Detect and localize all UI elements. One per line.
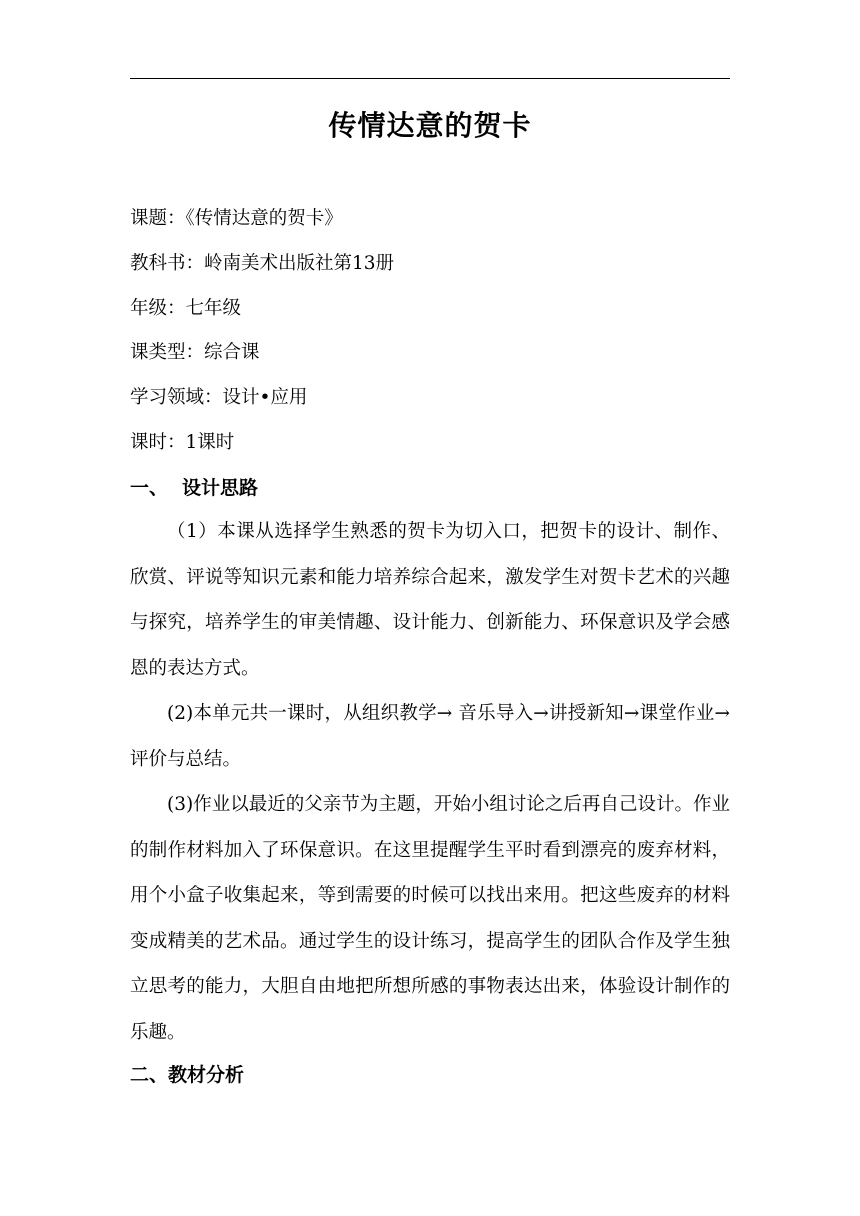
meta-field: 学习领域：设计•应用 <box>130 387 308 408</box>
paragraph-design-2: (2)本单元共一课时，从组织教学→ 音乐导入→讲授新知→课堂作业→评价与总结。 <box>130 703 730 770</box>
meta-grade: 年级：七年级 <box>130 298 242 319</box>
section-heading-design <box>130 475 730 501</box>
section-heading-analysis: 二、教材分析 <box>130 1064 245 1086</box>
section-number: 一、 <box>130 477 169 499</box>
meta-textbook: 教科书：岭南美术出版社第13册 <box>130 253 395 274</box>
document-title: 传情达意的贺卡 <box>328 109 532 142</box>
meta-duration: 课时：1课时 <box>130 432 235 453</box>
meta-topic: 课题：《传情达意的贺卡》 <box>130 208 343 229</box>
paragraph-design-1: （1）本课从选择学生熟悉的贺卡为切入口，把贺卡的设计、制作、欣赏、评说等知识元素和能力培养综合起来，激发学生对贺卡艺术的兴趣与探究，培养学生的审美情趣、设计能力、创新能力、环保意识及学会感恩的表达方式。 <box>130 521 730 679</box>
meta-lesson-type: 课类型：综合课 <box>130 342 260 363</box>
header-rule <box>130 78 730 79</box>
section-title: 设计思路 <box>182 477 259 499</box>
paragraph-design-3: (3)作业以最近的父亲节为主题，开始小组讨论之后再自己设计。作业的制作材料加入了环保意识。在这里提醒学生平时看到漂亮的废弃材料，用个小盒子收集起来，等到需要的时候可以找出来用。把这些废弃的材料变成精美的艺术品。通过学生的设计练习，提高学生的团队合作及学生独立思考的能力，大胆自由地把所想所感的事物表达出来，体验设计制作的乐趣。 <box>130 794 730 1043</box>
